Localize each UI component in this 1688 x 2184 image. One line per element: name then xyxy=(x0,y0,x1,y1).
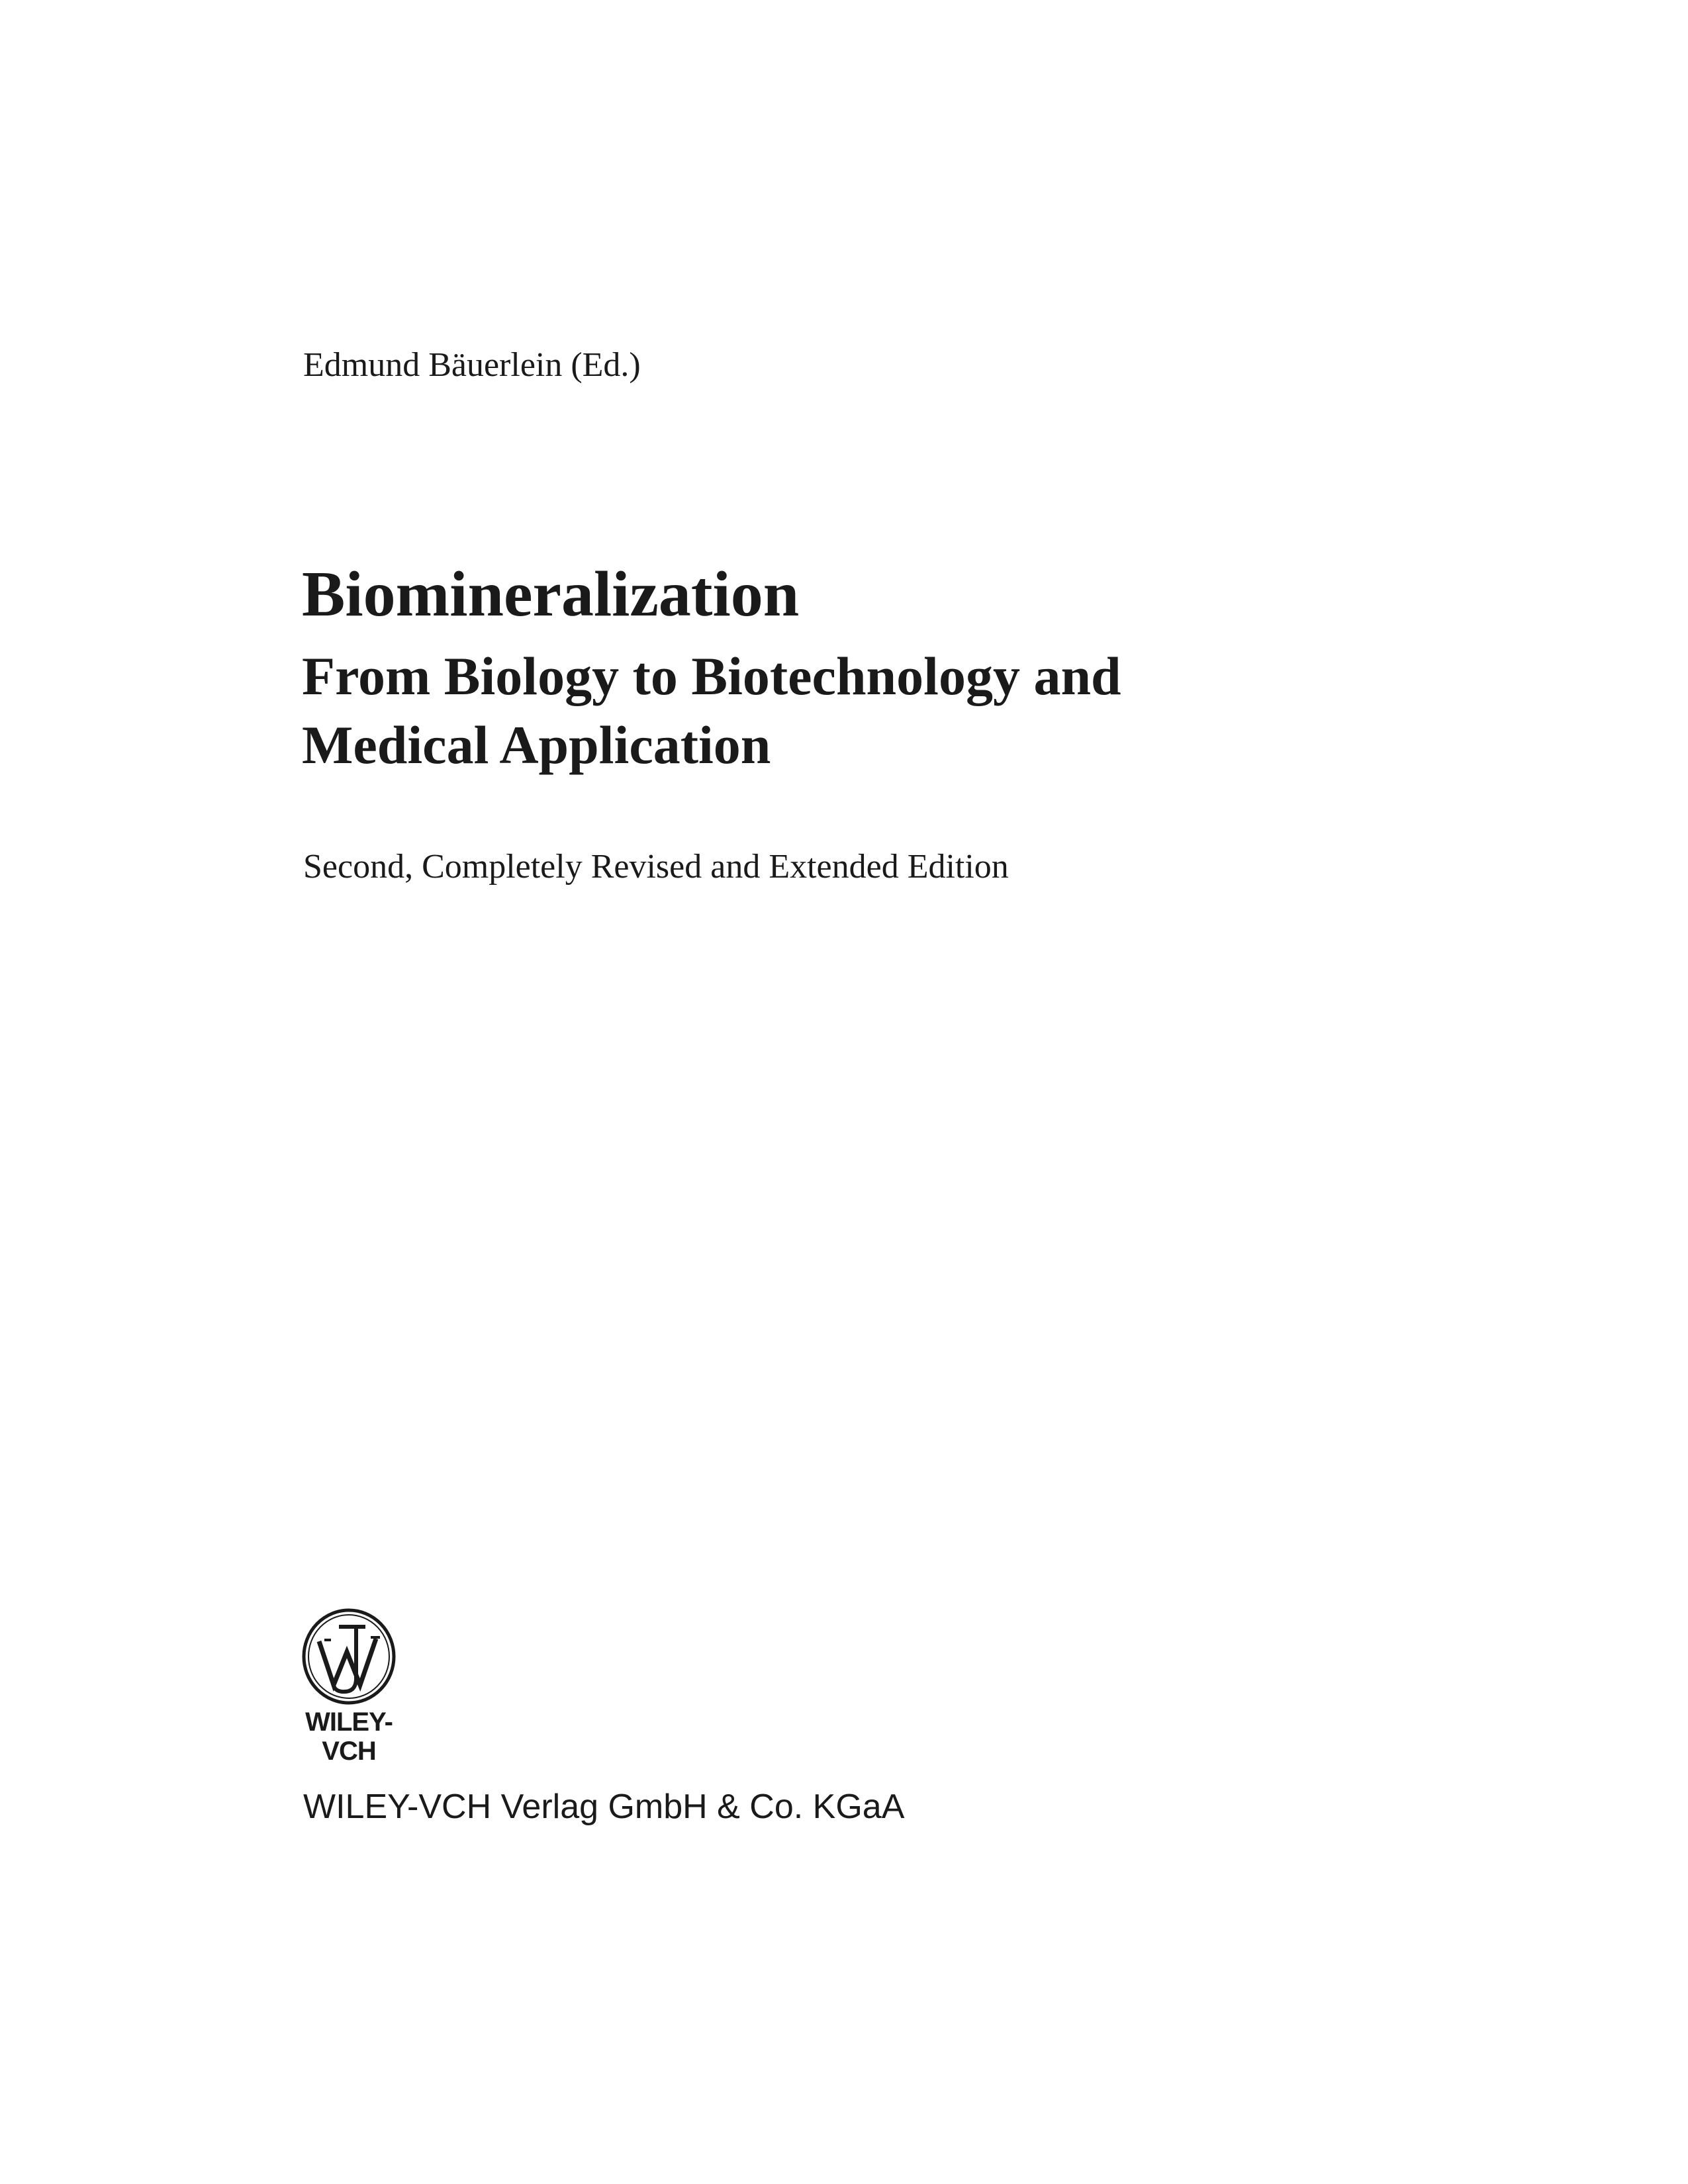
book-title: Biomineralization xyxy=(302,559,800,630)
publisher-name: WILEY-VCH Verlag GmbH & Co. KGaA xyxy=(303,1788,905,1826)
logo-wordmark xyxy=(299,1707,399,1766)
publisher-logo xyxy=(299,1607,399,1770)
logo-wordmark-line: WILEY- xyxy=(305,1707,393,1737)
logo-wordmark-line: VCH xyxy=(322,1737,376,1766)
wiley-vch-logo-icon xyxy=(299,1607,399,1706)
book-subtitle xyxy=(302,642,1121,780)
edition-statement: Second, Completely Revised and Extended Edition xyxy=(303,848,1009,886)
subtitle-line: From Biology to Biotechnology and xyxy=(302,646,1121,706)
editor-name: Edmund Bäuerlein (Ed.) xyxy=(303,346,641,384)
subtitle-line: Medical Application xyxy=(302,715,771,775)
